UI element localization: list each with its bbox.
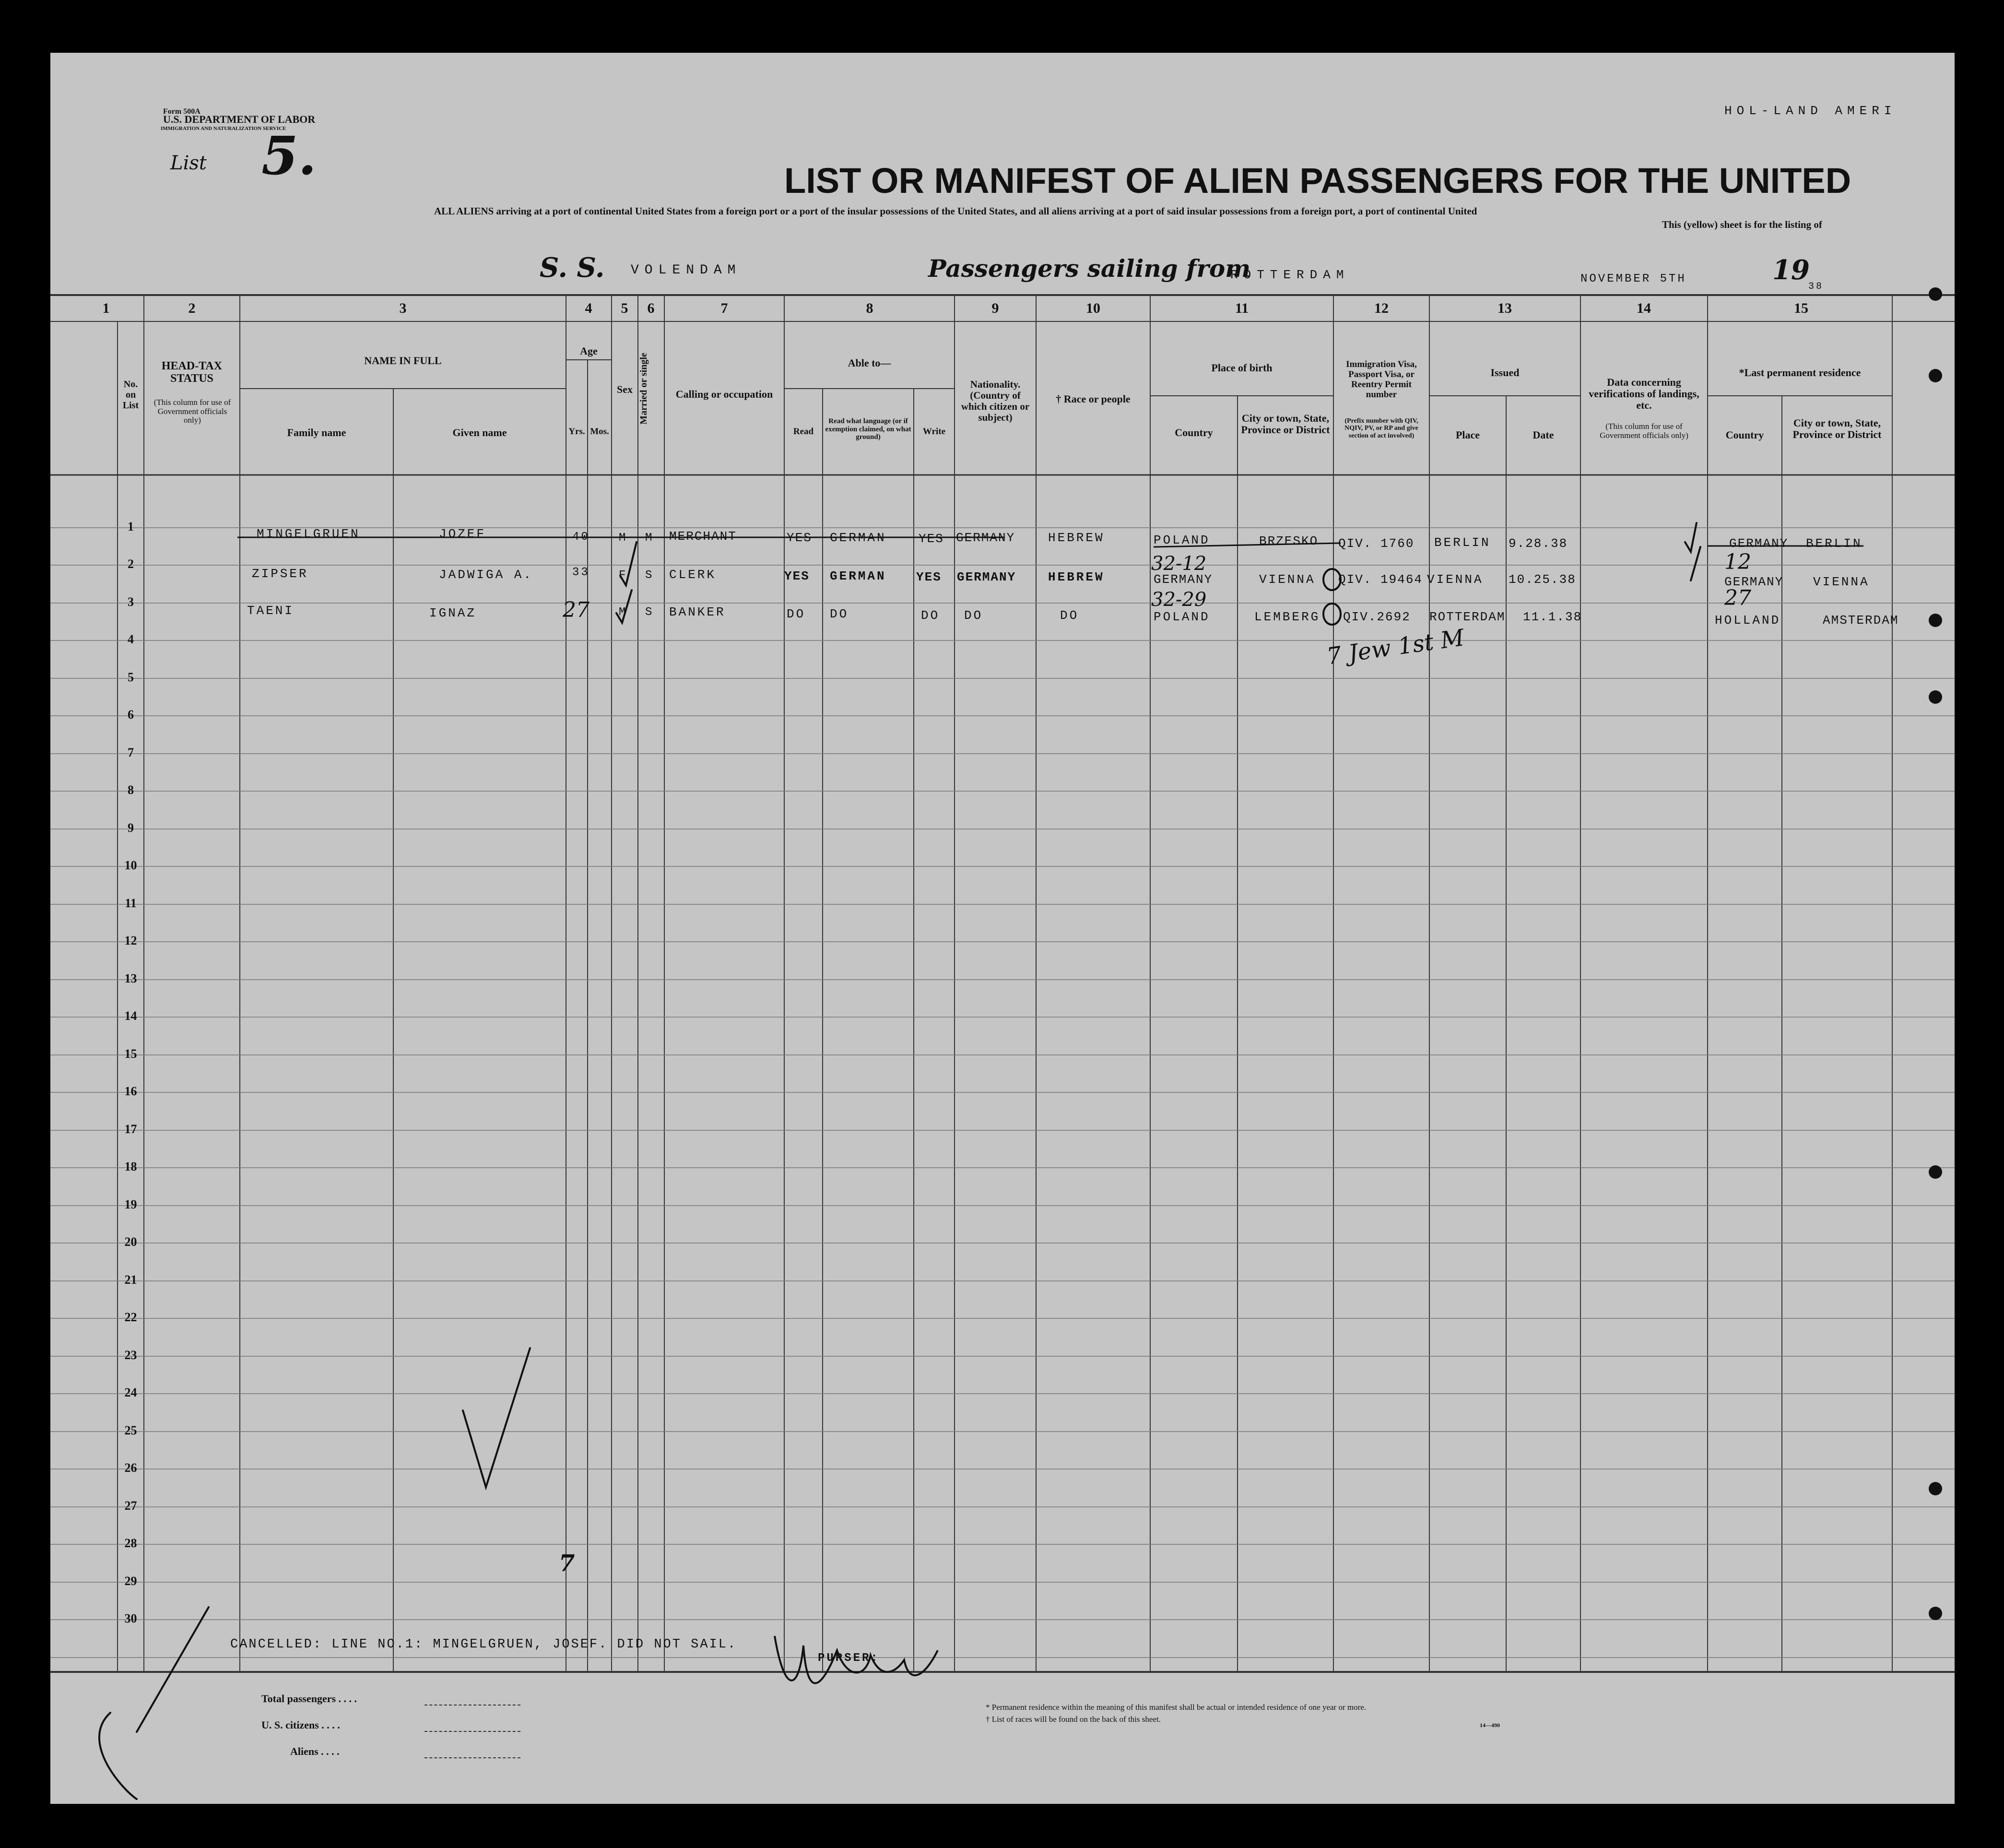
birth-city: BRZESKO [1259,534,1319,548]
header-read-what: Read what language (or if exemption claimed, on what ground) [825,417,911,441]
row-number: 12 [124,934,137,948]
header-name-in-full: NAME IN FULL [364,355,442,367]
purser-label: PURSER: [818,1652,880,1665]
handwritten-residence-code: 12 [1724,550,1751,574]
header-write: Write [922,426,946,437]
residence-country: GERMANY [1724,575,1784,589]
header-res-country: Country [1725,429,1764,441]
can-write: YES [919,532,944,546]
col-number: 7 [720,300,728,316]
birth-country: POLAND [1154,610,1210,624]
header-data-note: (This column for use of Government officials only) [1600,422,1688,440]
read-language: GERMAN [830,569,886,583]
col-number: 14 [1637,300,1651,316]
header-head-tax-note: (This column for use of Government officials only) [153,398,231,425]
us-citizens-line [424,1731,520,1732]
row-number: 16 [124,1084,137,1098]
header-visa: Immigration Visa, Passport Visa, or Reentry Permit number [1346,359,1417,400]
can-read: YES [784,569,810,583]
handwritten-code: 32-12 [1151,553,1207,575]
list-label: List [170,152,207,174]
birth-country: GERMANY [1154,572,1213,587]
sex: M [619,606,628,619]
birth-country: POLAND [1154,533,1210,547]
marital-status: S [645,569,654,582]
header-family-name: Family name [287,426,346,438]
row-number: 14 [124,1009,137,1023]
row-number: 30 [124,1611,137,1625]
col-number: 11 [1235,300,1249,316]
row-number: 15 [124,1047,137,1061]
header-married: Married or single [638,353,649,425]
header-mos: Mos. [590,426,609,437]
col-number: 12 [1374,300,1389,316]
cancellation-note: CANCELLED: LINE NO.1: MINGELGRUEN, JOSEF. DID NOT SAIL. [230,1637,737,1652]
header-place-of-birth: Place of birth [1211,362,1273,374]
header-sex: Sex [617,383,633,395]
age-years: 27 [563,598,589,622]
read-language: DO [830,607,849,621]
row-number: 1 [128,520,134,533]
residence-city: VIENNA [1813,575,1870,589]
visa-number: QIV.2692 [1343,610,1411,624]
header-head-tax: HEAD-TAX STATUS [161,360,223,385]
occupation: CLERK [669,568,717,582]
residence-city: BERLIN [1806,536,1863,551]
sex: M [619,532,628,545]
col-number: 9 [991,300,999,316]
list-number: 5. [261,125,317,187]
race: HEBREW [1048,570,1105,584]
aliens-line [424,1757,520,1758]
row-number: 27 [124,1499,137,1513]
birth-city: VIENNA [1259,572,1316,587]
year-suffix: 38 [1808,281,1824,292]
header-age: Age [580,345,598,357]
row-number: 4 [128,632,134,646]
footnote-residence: * Permanent residence within the meaning of this manifest shall be actual or intended residence of one year or more. [986,1703,1367,1712]
row-number: 10 [124,858,137,872]
visa-number: QIV. 19464 [1338,572,1423,587]
department-label: U.S. DEPARTMENT OF LABOR [163,113,316,125]
service-label: IMMIGRATION AND NATURALIZATION SERVICE [161,126,286,131]
header-given-name: Given name [452,426,507,438]
given-name: IGNAZ [429,606,477,620]
row-number: 25 [124,1423,137,1437]
can-write: YES [916,570,942,584]
col-number: 2 [188,300,196,316]
form-code: 14—490 [1480,1722,1500,1729]
given-name: JOZEF [439,527,486,541]
ss-label: S. S. [540,252,605,284]
sex: F [619,569,628,582]
can-read: DO [787,607,806,621]
col-number: 8 [866,300,873,316]
marital-status: S [645,606,654,619]
header-data-concerning: Data concerning verifications of landings, etc. [1589,376,1699,412]
issued-date: 9.28.38 [1509,536,1568,551]
col-number: 13 [1497,300,1512,316]
header-able-to: Able to— [848,357,891,369]
col-number: 5 [621,300,628,316]
col-number: 15 [1794,300,1808,316]
age-years: 33 [572,566,590,579]
manifest-title: LIST OR MANIFEST OF ALIEN PASSENGERS FOR THE UNITED [784,161,1851,201]
ship-name: VOLENDAM [631,263,742,278]
issued-date: 11.1.38 [1523,610,1582,624]
sheet-note: This (yellow) sheet is for the listing of [1662,219,1822,230]
row-number: 24 [124,1386,137,1399]
us-citizens-label: U. S. citizens . . . . [261,1719,340,1731]
col-number: 10 [1086,300,1100,316]
header-birth-country: Country [1175,426,1213,438]
col-number: 3 [399,300,407,316]
nationality: DO [964,608,983,623]
issued-place: ROTTERDAM [1429,610,1506,624]
row-number: 20 [124,1235,137,1249]
row-number: 3 [128,595,134,609]
row-number: 13 [124,971,137,985]
form-number: Form 500A [163,107,200,116]
row-number: 7 [128,746,134,759]
can-write: DO [921,608,940,623]
row-number: 22 [124,1310,137,1324]
visa-number: QIV. 1760 [1338,536,1415,551]
can-read: YES [787,531,812,545]
handwritten-code: 32-29 [1151,589,1207,611]
nationality: GERMANY [956,531,1015,545]
header-calling: Calling or occupation [675,388,773,400]
read-language: GERMAN [830,531,886,545]
row-number: 19 [124,1197,137,1211]
row-number: 5 [128,670,134,684]
row-number: 8 [128,783,134,797]
family-name: ZIPSER [252,567,308,581]
nationality: GERMANY [957,570,1016,584]
header-issued-date: Date [1532,429,1554,441]
handwritten-figure: 7 [559,1550,575,1577]
header-visa-note: (Prefix number with QIV, NQIV, PV, or RP and give section of act involved) [1344,417,1418,439]
family-name: TAENI [247,604,295,618]
residence-country: HOLLAND [1715,613,1781,628]
row-number: 2 [128,557,134,571]
total-passengers-line [424,1705,520,1706]
handwritten-residence-code: 27 [1724,586,1751,610]
row-number: 11 [125,896,137,910]
row-number: 18 [124,1160,137,1173]
row-number: 9 [128,821,134,835]
issued-date: 10.25.38 [1509,572,1576,587]
handwritten-note: 7 Jew 1st M [1325,624,1466,670]
row-number: 21 [124,1273,137,1287]
header-race: † Race or people [1056,393,1131,405]
header-res-city: City or town, State, Province or District [1792,417,1882,441]
row-number: 29 [124,1574,137,1588]
row-number: 6 [128,708,134,722]
total-passengers-label: Total passengers . . . . [261,1693,357,1705]
residence-country: GERMANY [1729,536,1789,551]
birth-city: LEMBERG [1254,610,1320,624]
sailing-date: NOVEMBER 5TH [1580,272,1686,285]
header-birth-city: City or town, State, Province or District [1241,412,1330,436]
year-prefix: 19 [1772,254,1810,286]
race: DO [1060,608,1079,623]
row-number: 17 [124,1122,137,1136]
age-years: 40 [572,531,590,544]
row-number: 26 [124,1461,137,1475]
header-issued: Issued [1490,367,1520,379]
aliens-label: Aliens . . . . [290,1745,340,1757]
col-number: 6 [647,300,655,316]
issued-place: VIENNA [1427,572,1484,587]
occupation: BANKER [669,605,726,619]
residence-city: AMSTERDAM [1823,613,1899,628]
given-name: JADWIGA A. [439,568,533,582]
header-no-on-list: No. on List [122,379,139,411]
col-number: 4 [585,300,592,316]
header-nationality: Nationality. (Country of which citizen or subject) [961,379,1030,424]
header-read: Read [793,426,814,437]
manifest-subtitle: ALL ALIENS arriving at a port of continental United States from a foreign port or a port of the insular possessions of the United States, and all aliens arriving at a port of said insular possessions from a foreign port, a port of continental United [434,205,1477,217]
col-number: 1 [102,300,110,316]
header-yrs: Yrs. [568,426,585,437]
issued-place: BERLIN [1434,535,1491,550]
footnote-races: † List of races will be found on the back of this sheet. [986,1715,1161,1724]
marital-status: M [645,532,654,545]
row-number: 23 [124,1348,137,1362]
row-number: 28 [124,1536,137,1550]
header-issued-place: Place [1455,429,1480,441]
race: HEBREW [1048,531,1105,545]
header-last-residence: *Last permanent residence [1739,367,1861,379]
family-name: MINGELGRUEN [257,527,360,541]
port-name: ROTTERDAM [1230,268,1350,282]
shipping-line-label: HOL-LAND AMERI [1724,104,1897,118]
manifest-sheet [50,53,1955,1804]
sailing-from-label: Passengers sailing from [928,254,1251,283]
occupation: MERCHANT [669,529,737,544]
